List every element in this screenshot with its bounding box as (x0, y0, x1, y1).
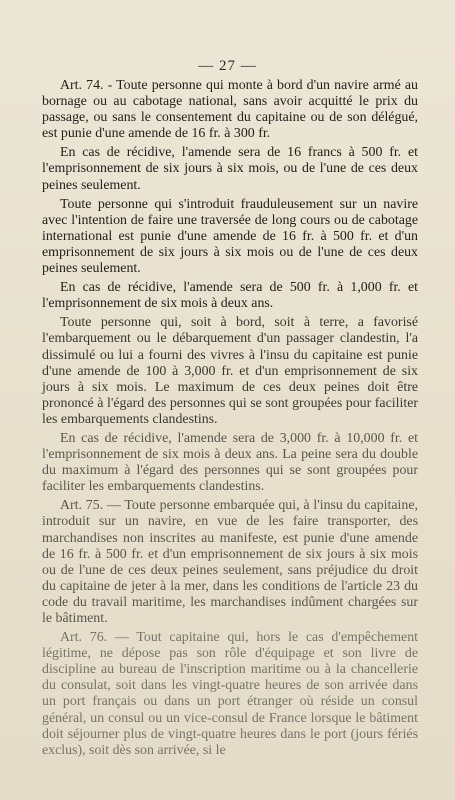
recidive-paragraph: En cas de récidive, l'amende sera de 3,000 fr. à 10,000 fr. et l'emprisonnement de six mois à deux ans. La peine sera du double du maximum à l'égard des personnes qui se sont groupées pour faciliter les embarquements clandestins. (42, 430, 418, 495)
article-76-paragraph: Art. 76. — Tout capitaine qui, hors le cas d'empêchement légitime, ne dépose pas son rôle d'équipage et son livre de discipline au bureau de l'inscription maritime ou à la chancellerie du consulat, soit dans les vingt-quatre heures de son arrivée dans un port français ou dans un port étranger où réside un consul général, un consul ou un vice-consul de France lorsque le bâtiment doit séjourner plus de vingt-quatre heures dans le port (jours fériés exclus), soit dès son arrivée, si le (42, 630, 418, 758)
stowaway-paragraph: Toute personne qui s'introduit frauduleusement sur un navire avec l'intention de faire une traversée de long cours ou de cabotage international est punie d'une amende de 16 fr. à 500 fr. et d'un emprisonnement de six jours à six mois ou de l'une de ces deux peines seulement. (42, 196, 418, 277)
page-number: — 27 — (198, 58, 257, 74)
recidive-paragraph: En cas de récidive, l'amende sera de 500 fr. à 1,000 fr. et l'emprisonnement de six mois à deux ans. (42, 280, 418, 312)
accomplice-paragraph: Toute personne qui, soit à bord, soit à terre, a favorisé l'embarquement ou le débarquement d'un passager clandestin, l'a dissimulé ou lui a fourni des vivres à l'insu du capitaine est punie d'une amende de 100 à 3,000 fr. et d'un emprisonnement de six jours à six mois. Le maximum de ces deux peines doit être prononcé à l'égard des personnes qui se sont groupées pour faciliter les embarquements clandestins. (42, 315, 418, 427)
body-text (42, 78, 418, 762)
recidive-paragraph: En cas de récidive, l'amende sera de 16 francs à 500 fr. et l'emprisonnement de six jours à six mois, ou de l'une de ces deux peines seulement. (42, 145, 418, 193)
article-74-paragraph: Art. 74. - Toute personne qui monte à bord d'un navire armé au bornage ou au cabotage national, sans avoir acquitté le prix du passage, ou sans le consentement du capitaine ou de son délégué, est punie d'une amende de 16 fr. à 300 fr. (42, 78, 418, 142)
article-75-paragraph: Art. 75. — Toute personne embarquée qui, à l'insu du capitaine, introduit sur un navire, en vue de les faire transporter, des marchandises non inscrites au manifeste, est punie d'une amende de 16 fr. à 500 fr. et d'un emprisonnement de six jours à six mois ou de l'une de ces deux peines seulement, sans préjudice du droit du capitaine de jeter à la mer, dans les conditions de l'article 23 du code du travail maritime, les marchandises indûment chargées sur le bâtiment. (42, 498, 418, 626)
